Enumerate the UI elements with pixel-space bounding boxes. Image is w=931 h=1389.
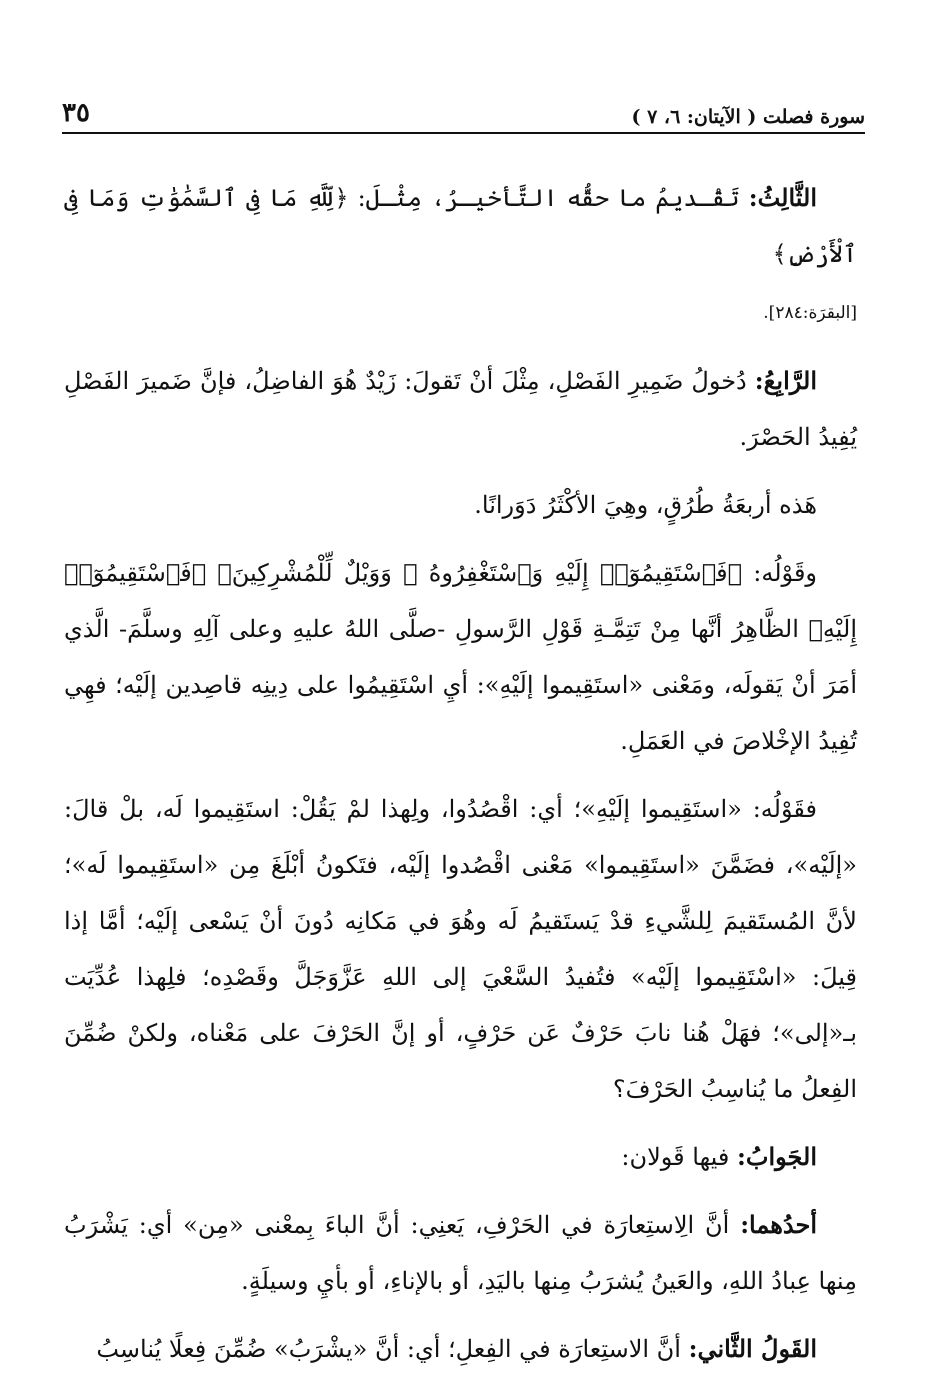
chapter-title: سورة فصلت ( الآيتان: ٦، ٧ ) [631, 106, 865, 128]
paragraph-second-opinion [64, 1321, 857, 1377]
paragraph-answer [64, 1129, 857, 1185]
paragraph-text: دُخولُ ضَمِيرِ الفَصْلِ، مِثْلَ أنْ تَقولَ: زَيْدٌ هُوَ الفاضِلُ، فإنَّ ضَميرَ الفَصْلِ يُفِيدُ الحَصْرَ. [64, 367, 857, 451]
quran-quote: ﴿لِّلَّهِ مَا فِى ٱلسَّمَٰوَٰتِ وَمَا فِى ٱلْأَرْضِ﴾ [64, 184, 857, 268]
paragraph-text: تَقْـديمُ ما حقُّه التَّأخيـرُ، مِثْـلَ: [348, 184, 749, 212]
paragraph-term: الرَّابِعُ: [754, 366, 817, 395]
paragraph-grammar-explanation: فقَوْلُه: «استَقِيموا إلَيْهِ»؛ أي: اقْصُدُوا، ولِهذا لمْ يَقُلْ: استَقِيموا لَه، بلْ قالَ: «إلَيْه»، فضَمَّنَ «استَقِيموا» مَعْنى اقْصُدوا إلَيْه، فتَكونُ أبْلَغَ مِن «استَقِيموا لَه»؛ لأنَّ المُستَقيمَ لِلشَّيءِ قدْ يَستَقيمُ لَه وهُوَ في مَكانِه دُونَ أنْ يَسْعى إلَيْه؛ أمَّا إذا قِيلَ: «اسْتَقِيموا إلَيْه» فتُفيدُ السَّعْيَ إلى اللهِ عَزَّوَجَلَّ وقَصْدِه؛ فلِهذا عُدِّيَت بـ«إلى»؛ فهَلْ هُنا نابَ حَرْفٌ عَن حَرْفٍ، أو إنَّ الحَرْفَ على مَعْناه، ولكنْ ضُمِّنَ الفِعلُ ما يُناسِبُ الحَرْفَ؟ [64, 795, 857, 1103]
paragraph-text: أنَّ الِاستِعارَة في الحَرْفِ، يَعنِي: أنَّ الباءَ بِمعْنى «مِن» أي: يَشْرَبُ مِنها عِبادُ اللهِ، والعَينُ يُشرَبُ مِنها باليَدِ، أو بالإناءِ، أو بأيِ وسيلَةٍ. [64, 1211, 857, 1295]
paragraph-term: القَولُ الثَّاني: [688, 1334, 817, 1363]
verse-reference: [البقرَة:٢٨٤]. [763, 303, 857, 323]
page-body [64, 170, 857, 1389]
page-header [62, 92, 865, 128]
paragraph-text: أنَّ الاستِعارَة في الفِعلِ؛ أي: أنَّ «يشْرَبُ» ضُمِّنَ فِعلًا يُناسِبُ [96, 1335, 689, 1363]
paragraph-text: فيها قَولان: [621, 1143, 737, 1171]
paragraph-first-opinion [64, 1197, 857, 1309]
paragraph-summary: هَذه أربعَةُ طُرُقٍ، وهِيَ الأكْثَرُ دَوَرانًا. [474, 491, 817, 519]
quran-quote: ﴿فَٱسْتَقِيمُوٓا۟ إِلَيْهِ﴾ [64, 559, 857, 643]
quran-quote: ﴿فَٱسْتَقِيمُوٓا۟ إِلَيْهِ وَٱسْتَغْفِرُوهُ ۗ وَوَيْلٌ لِّلْمُشْرِكِينَ﴾ [217, 559, 742, 587]
header-divider [62, 132, 865, 134]
paragraph-third-method [64, 170, 857, 341]
paragraph-term: الجَوابُ: [737, 1142, 817, 1171]
page-number: ٣٥ [62, 98, 90, 128]
paragraph-term: الثَّالِثُ: [748, 183, 817, 212]
paragraph-text: الظَّاهِرُ أنَّها مِنْ تَتِمَّـةِ قَوْلِ الرَّسولِ -صلَّى اللهُ عليهِ وعلى آلِهِ وسلَّمَ- الَّذي أمَرَ أنْ يَقولَه، ومَعْنى «استَقِيموا إلَيْهِ»: أيِ اسْتَقِيمُوا على دِينِه قاصِدين إلَيْه؛ فهِي تُفِيدُ الإخْلاصَ في العَمَلِ. [64, 615, 857, 755]
paragraph-verse-commentary [64, 545, 857, 769]
paragraph-lead: وقَوْلُه: [742, 559, 818, 587]
paragraph-term: أحدُهما: [740, 1210, 817, 1239]
paragraph-fourth-method [64, 353, 857, 465]
